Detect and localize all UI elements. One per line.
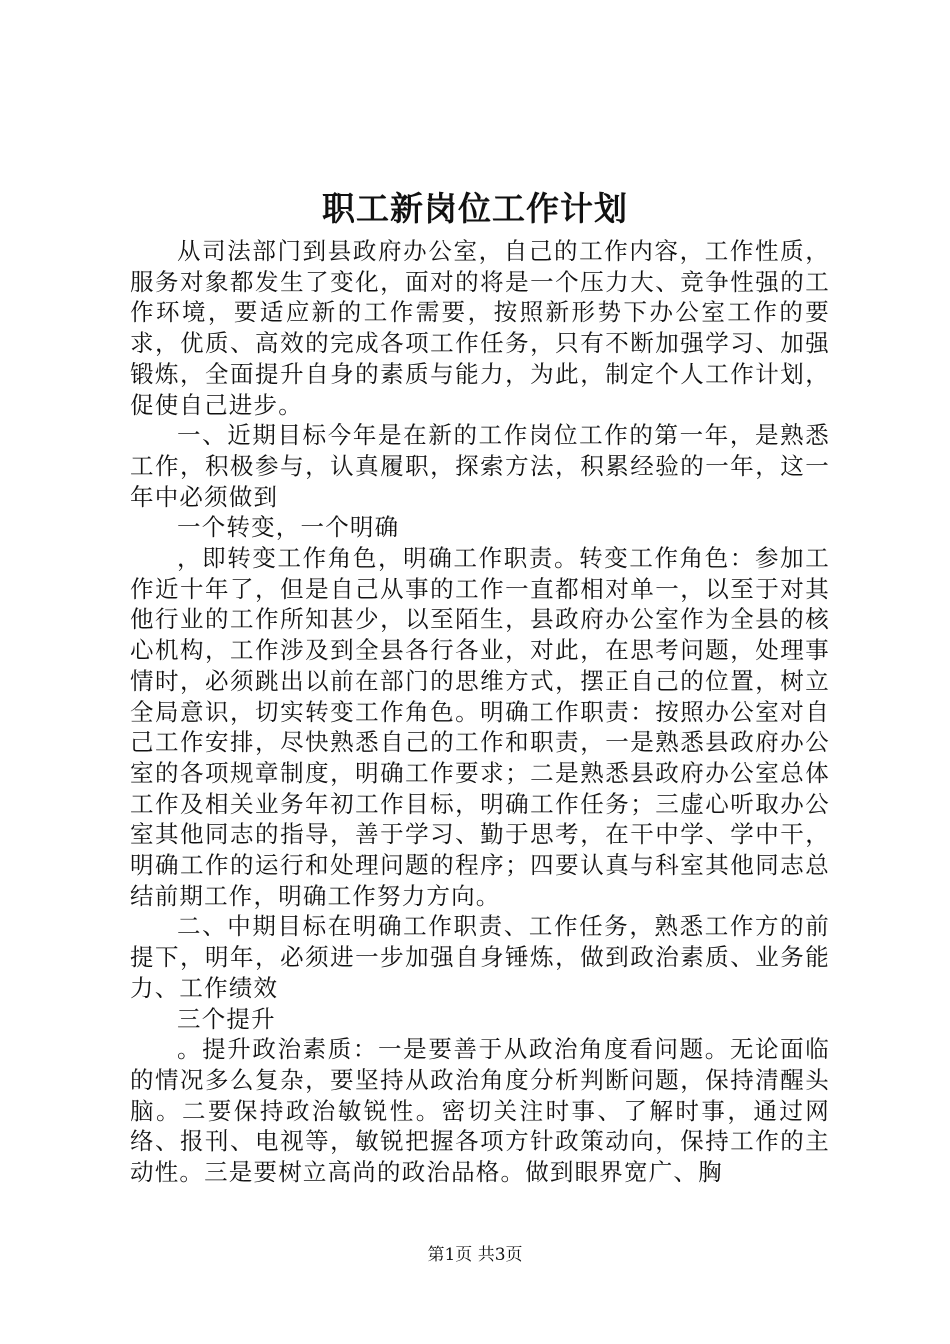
page-footer <box>0 1243 950 1267</box>
paragraph-short-term-goal: 一、近期目标今年是在新的工作岗位工作的第一年，是熟悉工作，积极参与，认真履职，探索方法，积累经验的一年，这一年中必须做到 <box>130 421 830 511</box>
document-body <box>130 236 830 1188</box>
document-title: 职工新岗位工作计划 <box>322 189 628 228</box>
page-number-label: 第1页 共3页 <box>427 1245 523 1265</box>
paragraph-role-and-duties: ，即转变工作角色，明确工作职责。转变工作角色：参加工作近十年了，但是自己从事的工作一直都相对单一，以至于对其他行业的工作所知甚少，以至陌生，县政府办公室作为全县的核心机构，工作涉及到全县各行各业，对此，在思考问题，处理事情时，必须跳出以前在部门的思维方式，摆正自己的位置，树立全局意识，切实转变工作角色。明确工作职责：按照办公室对自己工作安排，尽快熟悉自己的工作和职责，一是熟悉县政府办公室的各项规章制度，明确工作要求；二是熟悉县政府办公室总体工作及相关业务年初工作目标，明确工作任务；三虚心听取办公室其他同志的指导，善于学习、勤于思考，在干中学、学中干，明确工作的运行和处理问题的程序；四要认真与科室其他同志总结前期工作，明确工作努力方向。 <box>130 544 830 910</box>
paragraph-intro: 从司法部门到县政府办公室，自己的工作内容，工作性质，服务对象都发生了变化，面对的将是一个压力大、竞争性强的工作环境，要适应新的工作需要，按照新形势下办公室工作的要求，优质、高效的完成各项工作任务，只有不断加强学习、加强锻炼，全面提升自身的素质与能力，为此，制定个人工作计划，促使自己进步。 <box>130 237 830 419</box>
paragraph-heading-one-change: 一个转变，一个明确 <box>177 513 400 542</box>
paragraph-heading-three-improvements: 三个提升 <box>177 1004 276 1033</box>
paragraph-mid-term-goal: 二、中期目标在明确工作职责、工作任务，熟悉工作方的前提下，明年，必须进一步加强自身锤炼，做到政治素质、业务能力、工作绩效 <box>130 912 830 1002</box>
paragraph-political-quality: 。提升政治素质：一是要善于从政治角度看问题。无论面临的情况多么复杂，要坚持从政治角度分析判断问题，保持清醒头脑。二要保持政治敏锐性。密切关注时事、了解时事，通过网络、报刊、电视等，敏锐把握各项方针政策动向，保持工作的主动性。三是要树立高尚的政治品格。做到眼界宽广、胸 <box>130 1035 830 1187</box>
